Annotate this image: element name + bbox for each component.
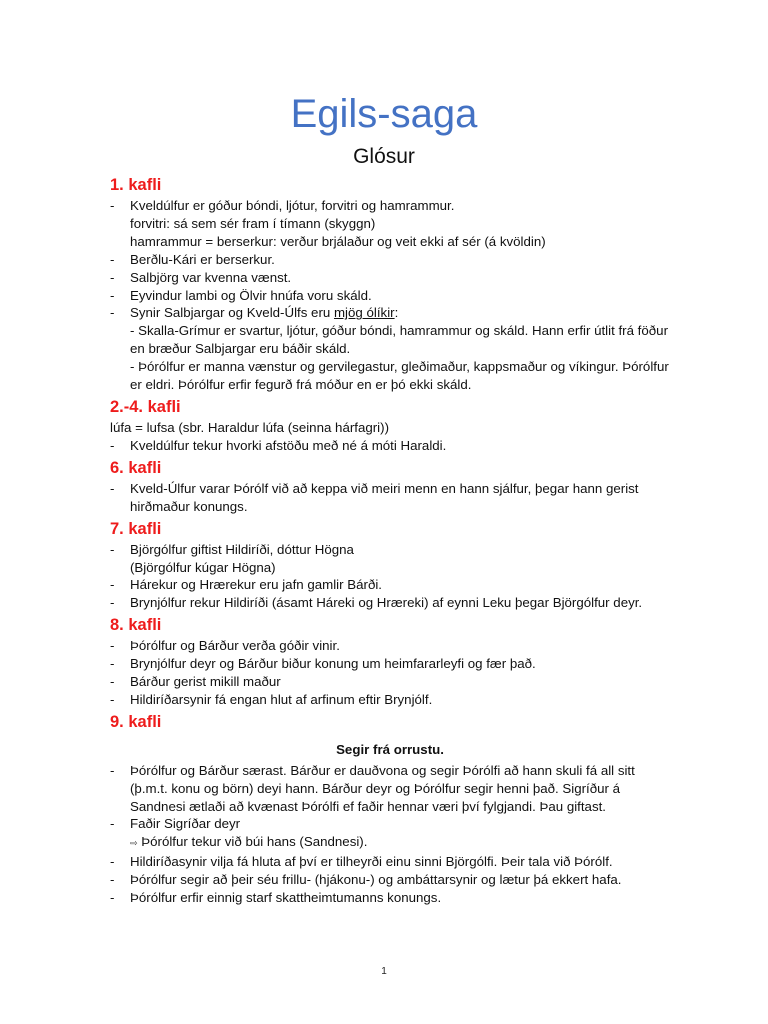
page-number: 1 (381, 966, 387, 977)
dash-bullet: - (110, 577, 115, 593)
dash-bullet: - (110, 762, 115, 778)
list-item (110, 437, 670, 455)
list-item (110, 304, 670, 322)
list-item (110, 853, 670, 871)
list-item (110, 541, 670, 559)
list-item-text: Þórólfur og Bárður verða góðir vinir. (130, 638, 340, 654)
document-title: Egils-saga (290, 92, 478, 136)
section-heading-kafli-2-4: 2.-4. kafli (110, 397, 181, 416)
list-item-text: Berðlu-Kári er berserkur. (130, 251, 275, 267)
dash-bullet: - (110, 872, 115, 888)
list-item-text: : (394, 305, 399, 321)
sub-line (110, 833, 670, 853)
list-item-text: Hildiríðasynir vilja fá hluta af því er tilheyrði einu sinni Björgólfi. Þeir tala við Þórólf. (130, 854, 613, 870)
list-item-text: Eyvindur lambi og Ölvir hnúfa voru skáld. (130, 287, 372, 303)
list-item-text: Björgólfur giftist Hildiríði, dóttur Högna (130, 541, 354, 557)
list-item-text: Salbjörg var kvenna vænst. (130, 269, 292, 285)
list-item-text: Synir Salbjargar og Kveld-Úlfs eru (130, 305, 334, 321)
sub-line: hamrammur = berserkur: verður brjálaður og veit ekki af sér (á kvöldin) (130, 233, 546, 249)
list-item-text: Þórólfur segir að þeir séu frillu- (hjákonu-) og ambáttarsynir og lætur þá ekkert hafa. (130, 872, 622, 888)
dash-bullet: - (110, 437, 115, 453)
notes-content (110, 172, 670, 907)
dash-bullet: - (110, 854, 115, 870)
dash-bullet: - (110, 816, 115, 832)
list-item (110, 480, 670, 516)
dash-bullet: - (110, 305, 115, 321)
underlined-text: mjög ólíkir (333, 305, 395, 321)
sub-line: - Þórólfur er manna vænstur og gervilegastur, gleðimaður, kappsmaður og víkingur. Þórólfur er eldri. Þórólfur erfir fegurð frá móður en er þó ekki skáld. (130, 359, 669, 393)
list-item-text: Kveldúlfur tekur hvorki afstöðu með né á móti Haraldi. (130, 437, 447, 453)
list-item-text: Hildiríðarsynir fá engan hlut af arfinum eftir Brynjólf. (130, 691, 433, 707)
list-item (110, 287, 670, 305)
centered-bold-subheading: Segir frá orrustu. (336, 741, 444, 757)
list-item-text: Þórólfur og Bárður særast. Bárður er dauðvona og segir Þórólfi að hann skuli fá all sitt (þ.m.t. konu og börn) deyi hann. Bárður deyr og Þórólfur segir henni það. Sigríður á Sandnesi ætlaði að kvænast Þórólfi ef faðir hennar væri því fylgjandi. Þau giftast. (130, 762, 635, 814)
list-item (110, 269, 670, 287)
sub-line: - Skalla-Grímur er svartur, ljótur, góður bóndi, hamrammur og skáld. Hann erfir útlit frá föður en bræður Salbjargar eru báðir skáld. (130, 323, 668, 357)
list-item (110, 889, 670, 907)
dash-bullet: - (110, 480, 115, 496)
list-item (110, 251, 670, 269)
sub-line-text: Þórólfur tekur við búi hans (Sandnesi). (141, 834, 368, 850)
arrow-icon: ⇨ (130, 838, 138, 849)
list-item (110, 673, 670, 691)
list-item-text: Kveld-Úlfur varar Þórólf við að keppa við meiri menn en hann sjálfur, þegar hann gerist hirðmaður konungs. (130, 480, 639, 514)
sub-line: forvitri: sá sem sér fram í tímann (skyggn) (130, 215, 376, 231)
list-item (110, 871, 670, 889)
section-heading-kafli-1: 1. kafli (110, 176, 162, 194)
dash-bullet: - (110, 287, 115, 303)
list-item-text: Þórólfur erfir einnig starf skattheimtumanns konungs. (130, 890, 442, 906)
list-item (110, 594, 670, 612)
list-item (110, 762, 670, 816)
list-item-text: Kveldúlfur er góður bóndi, ljótur, forvitri og hamrammur. (130, 198, 455, 213)
list-item (110, 691, 670, 709)
dash-bullet: - (110, 656, 115, 672)
section-heading-kafli-9: 9. kafli (110, 712, 162, 731)
list-item-text: Bárður gerist mikill maður (130, 674, 281, 690)
list-item (110, 637, 670, 655)
list-item (110, 576, 670, 594)
dash-bullet: - (110, 541, 115, 557)
list-item-text: Brynjólfur deyr og Bárður biður konung um heimfararleyfi og fær það. (130, 656, 536, 672)
dash-bullet: - (110, 198, 115, 213)
list-item (110, 815, 670, 833)
list-item (110, 197, 670, 215)
section-heading-kafli-7: 7. kafli (110, 519, 162, 538)
dash-bullet: - (110, 691, 115, 707)
sub-line: (Björgólfur kúgar Högna) (130, 559, 276, 575)
dash-bullet: - (110, 269, 115, 285)
section-heading-kafli-8: 8. kafli (110, 616, 162, 635)
list-item-text: Brynjólfur rekur Hildiríði (ásamt Háreki og Hræreki) af eynni Leku þegar Björgólfur deyr. (130, 595, 643, 611)
document-subtitle: Glósur (353, 145, 415, 168)
list-item (110, 655, 670, 673)
dash-bullet: - (110, 890, 115, 906)
dash-bullet: - (110, 595, 115, 611)
dash-bullet: - (110, 638, 115, 654)
section-heading-kafli-6: 6. kafli (110, 458, 162, 477)
dash-bullet: - (110, 674, 115, 690)
plain-line: lúfa = lufsa (sbr. Haraldur lúfa (seinna hárfagri)) (110, 419, 389, 435)
list-item-text: Hárekur og Hrærekur eru jafn gamlir Bárði. (130, 577, 382, 593)
dash-bullet: - (110, 251, 115, 267)
list-item-text: Faðir Sigríðar deyr (130, 816, 241, 832)
